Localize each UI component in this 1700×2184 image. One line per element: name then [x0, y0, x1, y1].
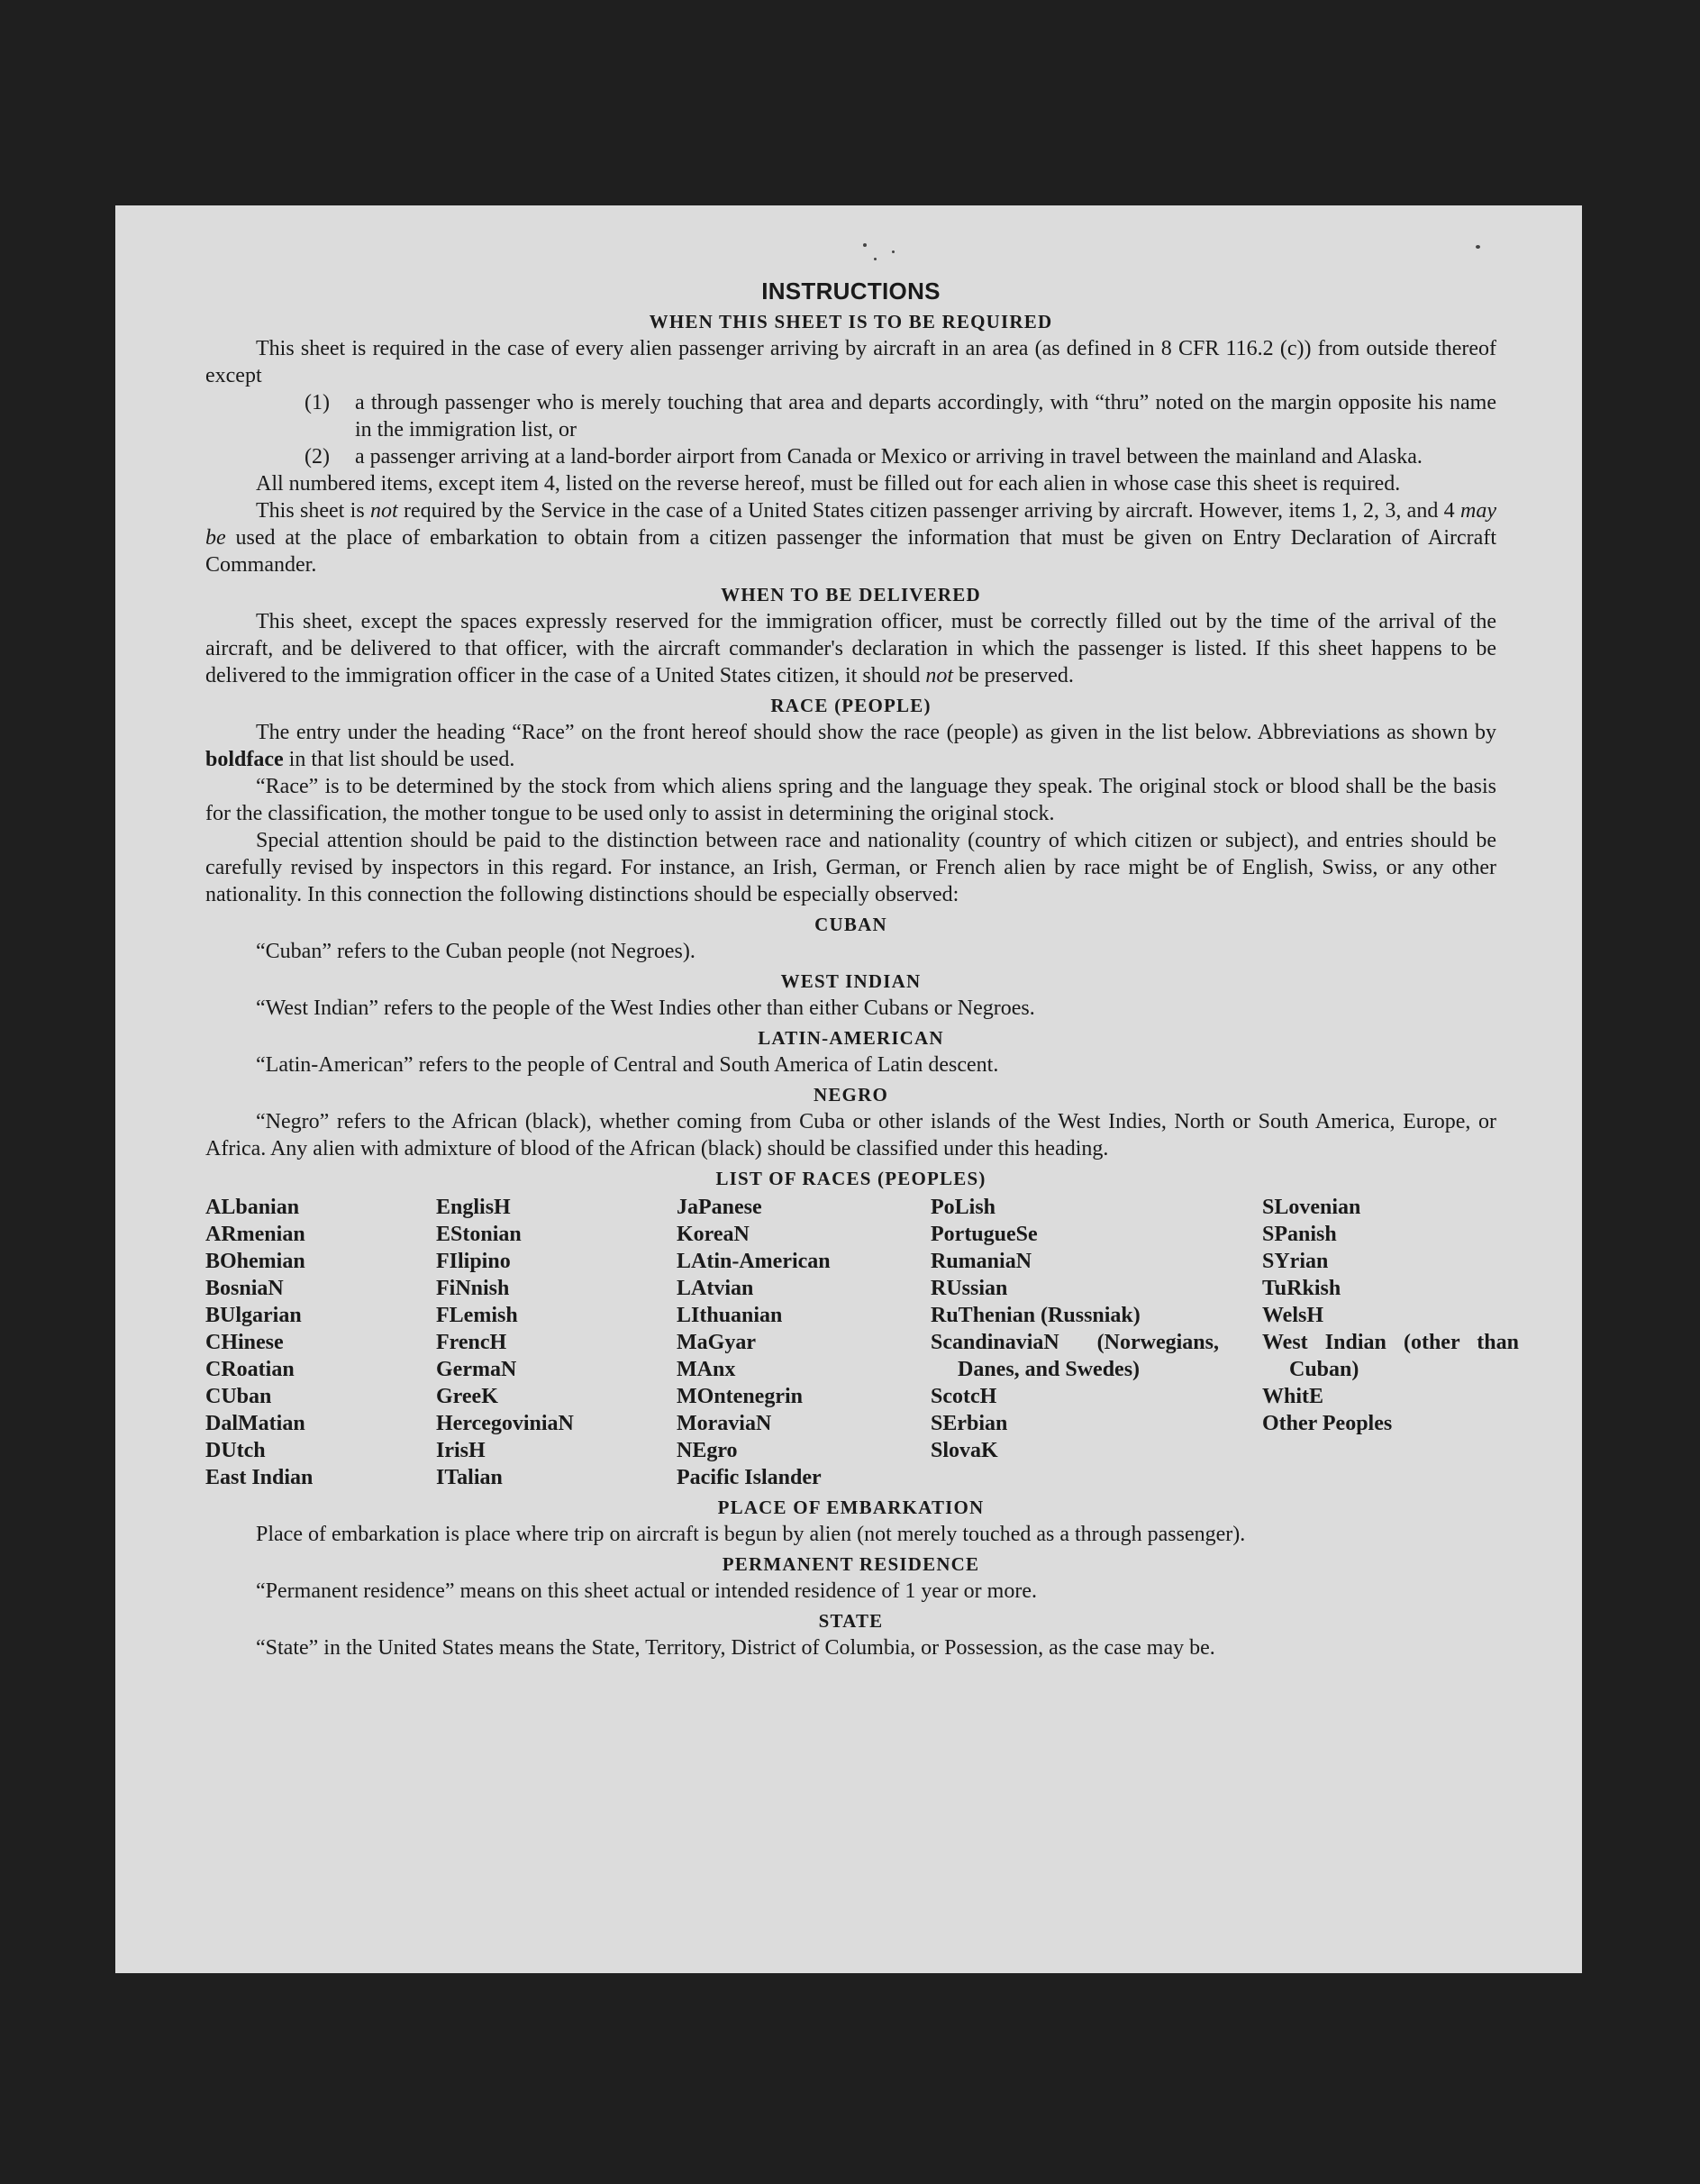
paper-speck	[1476, 245, 1480, 249]
race-entry: TuRkish	[1262, 1277, 1341, 1300]
exception-item-2	[205, 443, 1496, 470]
instruction-sheet	[115, 205, 1582, 1973]
delivered-paragraph	[205, 608, 1496, 689]
race-entry: EStonian	[436, 1223, 522, 1246]
races-column-5	[1262, 1194, 1519, 1491]
delivered-text-b: be preserved.	[953, 664, 1074, 687]
negro-paragraph: “Negro” refers to the African (black), whether coming from Cuba or other islands of the West Indies, North or South America, Europe, or Africa. Any alien with admixture of blood of the African (black) should be classified under this heading.	[205, 1110, 1496, 1160]
races-column-1	[205, 1194, 436, 1491]
when-required-intro: This sheet is required in the case of every alien passenger arriving by aircraft in an area (as defined in 8 CFR 116.2 (c)) from outside thereof except	[205, 337, 1496, 387]
race-paragraph-1	[205, 719, 1496, 773]
race-entry: DUtch	[205, 1439, 266, 1462]
exception-number: (1)	[305, 391, 330, 414]
paper-speck	[892, 250, 895, 253]
race-entry: ARmenian	[205, 1223, 305, 1246]
citizen-text-a: This sheet is	[256, 499, 370, 523]
exception-text: a through passenger who is merely touching that area and departs accordingly, with “thru” noted on the margin opposite his name in the immigration list, or	[355, 391, 1496, 441]
paper-speck	[863, 243, 867, 247]
embarkation-paragraph: Place of embarkation is place where trip on aircraft is begun by alien (not merely touched as a through passenger).	[256, 1523, 1246, 1546]
race-entry: FLemish	[436, 1304, 518, 1327]
race-entry: SLovenian	[1262, 1196, 1361, 1219]
race-entry: ITalian	[436, 1466, 503, 1489]
heading-negro: NEGRO	[813, 1084, 888, 1106]
exception-item-1	[205, 389, 1496, 443]
race-entry: SPanish	[1262, 1223, 1337, 1246]
race-entry: CUban	[205, 1385, 272, 1408]
heading-west-indian: WEST INDIAN	[780, 970, 922, 992]
race-entry: MaGyar	[677, 1331, 756, 1354]
citizen-paragraph	[205, 497, 1496, 578]
race-entry: GreeK	[436, 1385, 498, 1408]
race-entry: PortugueSe	[931, 1223, 1038, 1246]
race-entry: SYrian	[1262, 1250, 1329, 1273]
race-entry: CRoatian	[205, 1358, 295, 1381]
heading-permanent-residence: PERMANENT RESIDENCE	[722, 1553, 980, 1575]
race-entry: NEgro	[677, 1439, 738, 1462]
race-entry: SErbian	[931, 1412, 1008, 1435]
heading-place-of-embarkation: PLACE OF EMBARKATION	[717, 1497, 985, 1518]
race-paragraph-2: “Race” is to be determined by the stock from which aliens spring and the language they speak. The original stock or blood shall be the basis for the classification, the mother tongue to be used only to assist in determining the original stock.	[205, 775, 1496, 825]
race-entry: LIthuanian	[677, 1304, 783, 1327]
heading-latin-american: LATIN-AMERICAN	[758, 1027, 944, 1049]
race-entry: West Indian (other than Cuban)	[1262, 1331, 1519, 1381]
race-entry: MoraviaN	[677, 1412, 772, 1435]
paper-speck	[874, 258, 877, 260]
race-entry: MAnx	[677, 1358, 736, 1381]
citizen-text-c: used at the place of embarkation to obtain from a citizen passenger the information that must be given on Entry Declaration of Aircraft Commander.	[205, 526, 1496, 577]
races-list	[205, 1194, 1519, 1491]
page-title: INSTRUCTIONS	[761, 278, 941, 305]
race-entry: FiNnish	[436, 1277, 510, 1300]
race-entry: East Indian	[205, 1466, 314, 1489]
race-entry: RuThenian (Russniak)	[931, 1304, 1141, 1327]
race-entry: ScandinaviaN (Norwegians, Danes, and Swedes)	[931, 1331, 1219, 1381]
race-entry: EnglisH	[436, 1196, 511, 1219]
race-entry: LAtvian	[677, 1277, 754, 1300]
race-entry: MOntenegrin	[677, 1385, 803, 1408]
race-entry: FIlipino	[436, 1250, 511, 1273]
citizen-text-maybe: may be	[205, 499, 1496, 550]
heading-cuban: CUBAN	[814, 914, 887, 935]
race-entry: DalMatian	[205, 1412, 305, 1435]
race-entry: SlovaK	[931, 1439, 998, 1462]
race-text-boldface: boldface	[205, 748, 284, 771]
race-text-b: in that list should be used.	[283, 748, 515, 771]
race-entry: FrencH	[436, 1331, 507, 1354]
races-column-4	[931, 1194, 1262, 1491]
heading-when-delivered: WHEN TO BE DELIVERED	[721, 584, 981, 605]
race-entry: KoreaN	[677, 1223, 750, 1246]
race-entry: Other Peoples	[1262, 1412, 1393, 1435]
heading-race: RACE (PEOPLE)	[770, 695, 932, 716]
race-entry: Pacific Islander	[677, 1466, 822, 1489]
race-entry: GermaN	[436, 1358, 517, 1381]
residence-paragraph: “Permanent residence” means on this sheet actual or intended residence of 1 year or more.	[256, 1579, 1037, 1603]
race-entry: PoLish	[931, 1196, 996, 1219]
numbered-items-paragraph: All numbered items, except item 4, listed on the reverse hereof, must be filled out for each alien in whose case this sheet is required.	[256, 472, 1401, 496]
race-entry: HercegoviniaN	[436, 1412, 574, 1435]
exception-number: (2)	[305, 445, 330, 469]
exception-text: a passenger arriving at a land-border airport from Canada or Mexico or arriving in travel between the mainland and Alaska.	[355, 445, 1423, 469]
state-paragraph: “State” in the United States means the State, Territory, District of Columbia, or Possession, as the case may be.	[256, 1636, 1215, 1660]
race-entry: RumaniaN	[931, 1250, 1032, 1273]
heading-when-required: WHEN THIS SHEET IS TO BE REQUIRED	[649, 311, 1053, 332]
race-entry: WhitE	[1262, 1385, 1324, 1408]
race-paragraph-3: Special attention should be paid to the distinction between race and nationality (country of which citizen or subject), and entries should be carefully revised by inspectors in this regard. For instance, an Irish, German, or French alien by race might be of English, Swiss, or any other nationality. In this connection the following distinctions should be especially observed:	[205, 829, 1496, 906]
west-indian-paragraph: “West Indian” refers to the people of the West Indies other than either Cubans or Negroes.	[256, 996, 1035, 1020]
race-entry: RUssian	[931, 1277, 1008, 1300]
race-entry: ScotcH	[931, 1385, 997, 1408]
race-entry: WelsH	[1262, 1304, 1324, 1327]
cuban-paragraph: “Cuban” refers to the Cuban people (not Negroes).	[256, 940, 695, 963]
citizen-text-not: not	[370, 499, 398, 523]
race-entry: IrisH	[436, 1439, 486, 1462]
race-entry: JaPanese	[677, 1196, 762, 1219]
race-entry: BUlgarian	[205, 1304, 302, 1327]
citizen-text-b: required by the Service in the case of a United States citizen passenger arriving by aircraft. However, items 1, 2, 3, and 4	[397, 499, 1461, 523]
race-entry: BosniaN	[205, 1277, 284, 1300]
delivered-text-not: not	[925, 664, 953, 687]
delivered-text-a: This sheet, except the spaces expressly reserved for the immigration officer, must be correctly filled out by the time of the arrival of the aircraft, and be delivered to that officer, with the aircraft commander's declaration in which the passenger is listed. If this sheet happens to be delivered to the immigration officer in the case of a United States citizen, it should	[205, 610, 1496, 687]
race-text-a: The entry under the heading “Race” on the front hereof should show the race (people) as given in the list below. Abbreviations as shown by	[256, 721, 1496, 744]
heading-list-of-races: LIST OF RACES (PEOPLES)	[715, 1168, 986, 1189]
race-entry: BOhemian	[205, 1250, 305, 1273]
race-entry: LAtin-American	[677, 1250, 831, 1273]
races-column-3	[677, 1194, 931, 1491]
heading-state: STATE	[818, 1610, 884, 1632]
races-column-2	[436, 1194, 677, 1491]
race-entry: ALbanian	[205, 1196, 300, 1219]
race-entry: CHinese	[205, 1331, 284, 1354]
latin-american-paragraph: “Latin-American” refers to the people of Central and South America of Latin descent.	[256, 1053, 999, 1077]
